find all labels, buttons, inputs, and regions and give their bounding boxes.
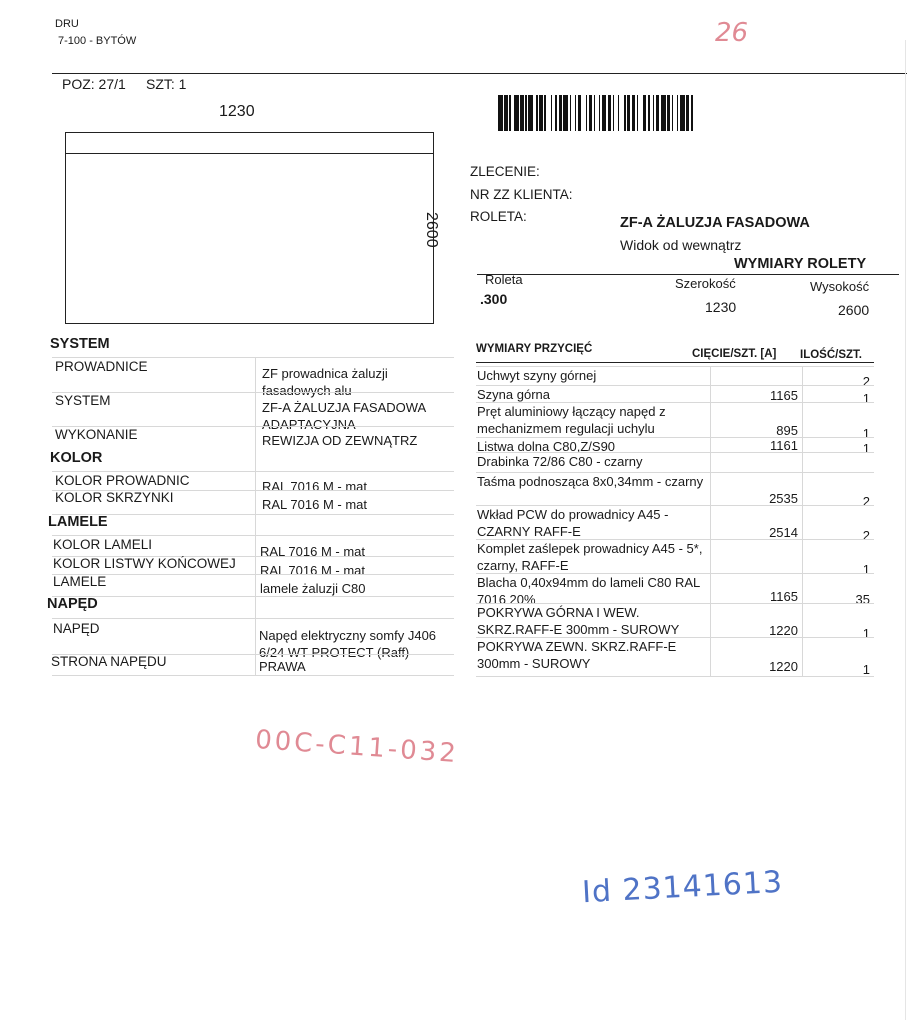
handwritten-page-number: 26 bbox=[715, 18, 749, 48]
cut-item-name: Pręt aluminiowy łączący napęd z mechanizmem regulacji uchylu bbox=[477, 404, 666, 436]
cut-item-name: Uchwyt szyny górnej bbox=[477, 368, 597, 383]
position-label: POZ: 27/1 bbox=[62, 76, 126, 92]
slat-color-label: KOLOR LAMELI bbox=[53, 537, 153, 552]
row-divider bbox=[52, 675, 454, 676]
row-divider bbox=[52, 514, 454, 515]
cut-item-name: Komplet zaślepek prowadnicy A45 - 5*, czarny, RAFF-E bbox=[477, 541, 703, 573]
cut-quantity: 2 bbox=[862, 528, 870, 543]
system-value: ZF-A ŻALUZJA FASADOWA ADAPTACYJNA bbox=[262, 400, 426, 432]
view-note: Widok od wewnątrz bbox=[620, 237, 742, 253]
company-line1: DRU bbox=[55, 18, 79, 30]
quantity-label: SZT: 1 bbox=[146, 76, 187, 92]
blind-drawing bbox=[65, 132, 434, 324]
row-divider bbox=[52, 357, 454, 358]
drive-value: Napęd elektryczny somfy J406 6/24 WT PROTECT (Raff) bbox=[259, 628, 437, 660]
barcode bbox=[498, 95, 863, 131]
blind-dimensions-title: WYMIARY ROLETY bbox=[734, 256, 867, 272]
company-line2: 7-100 - BYTÓW bbox=[58, 35, 137, 47]
column-divider bbox=[802, 366, 803, 676]
box-color-value: RAL 7016 M - mat bbox=[262, 497, 368, 512]
execution-value: REWIZJA OD ZEWNĄTRZ bbox=[262, 433, 418, 448]
column-divider bbox=[255, 357, 256, 675]
row-divider bbox=[52, 471, 454, 472]
drive-section-title: NAPĘD bbox=[47, 596, 98, 612]
drive-side-value: PRAWA bbox=[259, 659, 306, 674]
drive-side-label: STRONA NAPĘDU bbox=[51, 654, 167, 669]
col-blind: Roleta bbox=[485, 272, 523, 287]
system-section-title: SYSTEM bbox=[50, 336, 110, 352]
drawing-width-label: 1230 bbox=[219, 103, 255, 120]
slats-label: LAMELE bbox=[53, 574, 107, 589]
top-rule bbox=[52, 73, 907, 74]
row-divider bbox=[52, 392, 454, 393]
product-name: ZF-A ŻALUZJA FASADOWA bbox=[620, 215, 810, 231]
col-quantity: ILOŚĆ/SZT. bbox=[800, 349, 862, 361]
cut-item-name: POKRYWA ZEWN. SKRZ.RAFF-E 300mm - SUROWY bbox=[477, 639, 677, 671]
height-value: 2600 bbox=[838, 302, 870, 318]
cut-quantity: 35 bbox=[855, 592, 870, 607]
row-divider bbox=[52, 535, 454, 536]
column-divider bbox=[710, 366, 711, 676]
blind-value: .300 bbox=[480, 291, 508, 307]
cut-quantity: 1 bbox=[862, 662, 870, 677]
guide-color-value: RAL 7016 M - mat bbox=[262, 479, 368, 494]
guides-label: PROWADNICE bbox=[55, 359, 148, 374]
cut-quantity: 1 bbox=[862, 441, 870, 456]
end-rail-color-label: KOLOR LISTWY KOŃCOWEJ bbox=[53, 556, 236, 571]
execution-label: WYKONANIE bbox=[55, 427, 138, 442]
slats-value: lamele żaluzji C80 bbox=[260, 581, 366, 596]
cut-quantity: 1 bbox=[862, 426, 870, 441]
dims-rule bbox=[477, 274, 899, 275]
col-width: Szerokość bbox=[675, 276, 736, 291]
blind-label: ROLETA: bbox=[470, 209, 527, 224]
cut-quantity: 2 bbox=[862, 374, 870, 389]
handwritten-code: 00C-C11-032 bbox=[254, 724, 460, 770]
box-color-label: KOLOR SKRZYNKI bbox=[55, 490, 174, 505]
slats-section-title: LAMELE bbox=[48, 514, 108, 530]
end-rail-color-value: RAL 7016 M - mat bbox=[260, 563, 366, 578]
handwritten-id: Id 23141613 bbox=[581, 864, 784, 911]
col-cut-per-piece: CIĘCIE/SZT. [A] bbox=[692, 348, 777, 360]
row-divider bbox=[52, 618, 454, 619]
cut-item-name: Wkład PCW do prowadnicy A45 - CZARNY RAFF-E bbox=[477, 507, 669, 539]
cut-item-name: Blacha 0,40x94mm do lameli C80 RAL 7016 20% bbox=[477, 575, 700, 607]
cuts-title: WYMIARY PRZYCIĘĆ bbox=[476, 343, 593, 355]
cut-length: 1161 bbox=[770, 438, 798, 453]
col-height: Wysokość bbox=[810, 279, 870, 294]
cut-length: 1220 bbox=[769, 623, 798, 638]
cut-quantity: 1 bbox=[862, 391, 870, 406]
cut-length: 895 bbox=[776, 423, 798, 438]
guide-color-label: KOLOR PROWADNIC bbox=[55, 473, 190, 488]
page-edge bbox=[905, 40, 906, 1020]
cut-item-name: Szyna górna bbox=[477, 387, 550, 402]
order-label: ZLECENIE: bbox=[470, 164, 540, 179]
cut-item-name: Listwa dolna C80,Z/S90 bbox=[477, 439, 616, 454]
cut-length: 1165 bbox=[770, 589, 798, 604]
cut-item-name: Taśma podnosząca 8x0,34mm - czarny bbox=[477, 474, 704, 489]
cut-quantity: 2 bbox=[862, 494, 870, 509]
cut-quantity: 1 bbox=[862, 562, 870, 577]
cut-item-name: POKRYWA GÓRNA I WEW. SKRZ.RAFF-E 300mm - SUROWY bbox=[477, 605, 680, 637]
width-value: 1230 bbox=[705, 299, 737, 315]
row-divider bbox=[52, 596, 454, 597]
color-section-title: KOLOR bbox=[50, 450, 103, 466]
cut-length: 2514 bbox=[769, 525, 798, 540]
drive-label: NAPĘD bbox=[53, 621, 100, 636]
client-order-label: NR ZZ KLIENTA: bbox=[470, 187, 573, 202]
slat-color-value: RAL 7016 M - mat bbox=[260, 544, 366, 559]
drawing-box-top-line bbox=[66, 153, 433, 154]
cut-length: 2535 bbox=[769, 491, 798, 506]
barcode-bar bbox=[693, 95, 696, 131]
cut-length: 1220 bbox=[769, 659, 798, 674]
drawing-height-label: 2600 bbox=[423, 212, 440, 248]
cut-quantity: 1 bbox=[862, 626, 870, 641]
cuts-header-rule bbox=[476, 362, 874, 363]
system-label: SYSTEM bbox=[55, 393, 111, 408]
cut-length: 1165 bbox=[770, 388, 798, 403]
row-divider bbox=[476, 676, 874, 677]
guides-value: ZF prowadnica żaluzji fasadowych alu bbox=[262, 366, 388, 398]
row-divider bbox=[52, 574, 454, 575]
cut-item-name: Drabinka 72/86 C80 - czarny bbox=[477, 454, 643, 469]
